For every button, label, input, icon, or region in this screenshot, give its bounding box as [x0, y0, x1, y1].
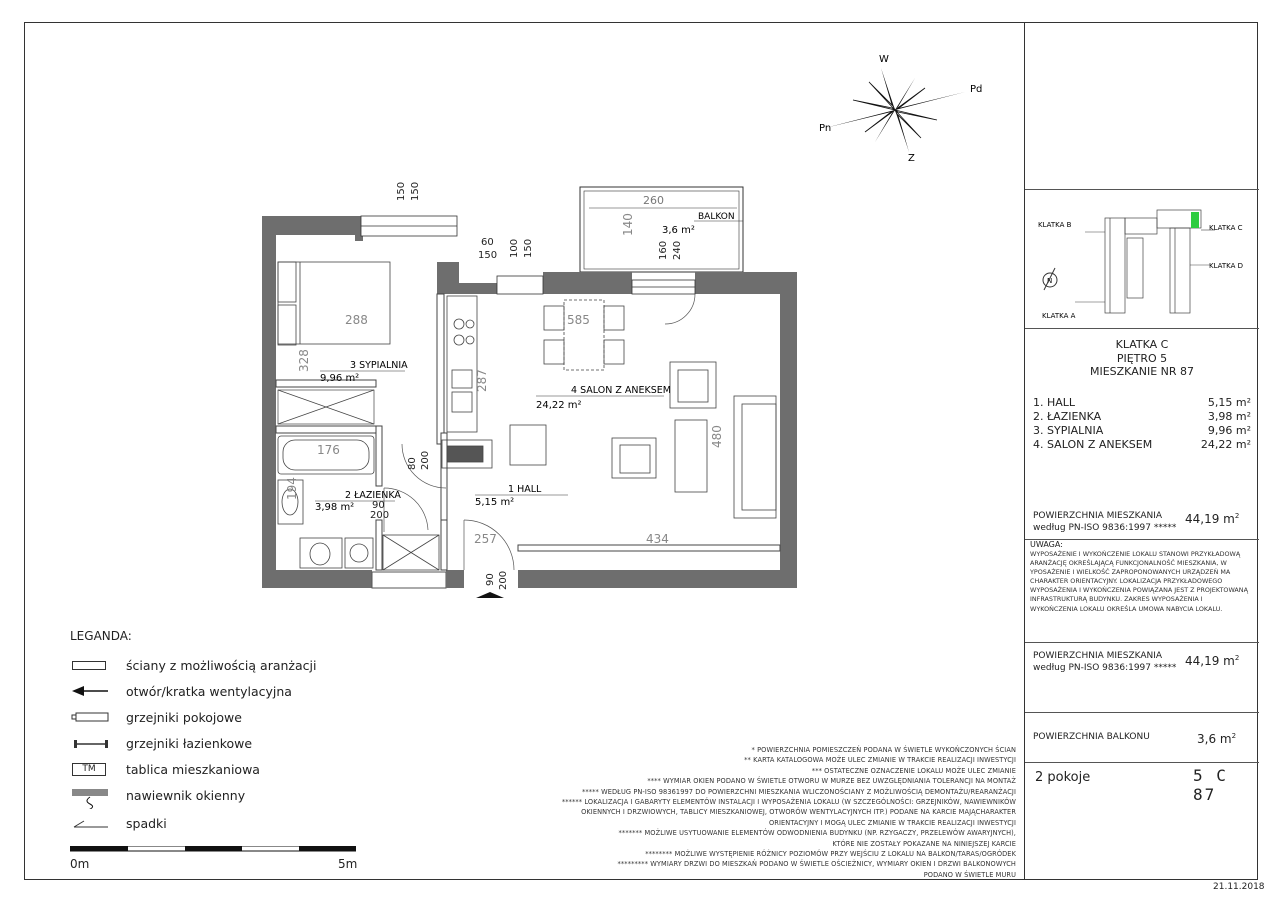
- compass-w: W: [879, 54, 889, 65]
- compass-pn: Pn: [819, 123, 832, 134]
- room-1-label: 1 HALL: [508, 484, 542, 495]
- legend-item: grzejniki pokojowe: [70, 706, 242, 728]
- ventilation-arrow-icon: [70, 683, 112, 699]
- entrance-arrow: [476, 592, 504, 598]
- dim-150d: 150: [523, 238, 534, 258]
- dim-90b: 90: [485, 573, 496, 586]
- dim-160: 160: [658, 240, 669, 260]
- dim-328: 328: [297, 349, 311, 372]
- klatka-d-label: KLATKA D: [1209, 262, 1244, 270]
- date: 21.11.2018: [1213, 882, 1265, 892]
- dim-288: 288: [345, 313, 368, 327]
- mieszkanie-text: MIESZKANIE NR 87: [1089, 365, 1195, 378]
- scale-bar: [70, 846, 356, 854]
- tm-symbol: TM: [70, 761, 112, 777]
- balkon-area: 3,6 m²: [662, 225, 695, 236]
- dim-150c: 150: [478, 250, 498, 261]
- north-label: N: [1047, 277, 1053, 285]
- bathroom-fixtures: [278, 436, 439, 570]
- compass-z: Z: [908, 153, 915, 164]
- legend-title: LEGANDA:: [70, 629, 132, 643]
- uwaga-title: UWAGA:: [1030, 540, 1063, 549]
- klatka-text: KLATKA C: [1115, 338, 1169, 351]
- highlight-klatka-c: [1191, 212, 1199, 228]
- room-row: 2. ŁAZIENKA 3,98 m²: [1033, 410, 1251, 423]
- legend-item: otwór/kratka wentylacyjna: [70, 680, 292, 702]
- dining-table: [544, 300, 624, 370]
- area-1-label-2: według PN-ISO 9836:1997 *****: [1033, 523, 1177, 533]
- dim-90a: 90: [372, 500, 385, 511]
- dim-200a: 200: [420, 450, 431, 470]
- dim-240: 240: [672, 240, 683, 260]
- room-2-label: 2 ŁAZIENKA: [345, 490, 401, 501]
- dim-480: 480: [710, 425, 724, 448]
- area-2-label-2: według PN-ISO 9836:1997 *****: [1033, 663, 1177, 673]
- dim-100: 100: [509, 238, 520, 258]
- dim-200c: 200: [498, 570, 509, 590]
- dim-257: 257: [474, 532, 497, 546]
- pietro-text: PIĘTRO 5: [1116, 351, 1168, 365]
- legend-item: grzejniki łazienkowe: [70, 732, 252, 754]
- uwaga-text: WYPOSAŻENIE I WYKOŃCZENIE LOKALU STANOWI PRZYKŁADOWĄ ARANŻACJĘ OKREŚLAJĄCĄ FUNKCJONALNOŚĆ MIESZKANIA, W YPOSAŻENIE I WIELKOŚĆ ZAPROPONOWANYCH URZĄDZEŃ MA CHARAKTER ORIENTACYJNY. LOKALIZACJA PRZYKŁADOWEGO WYPOSAŻENIA I WYKOŃCZENIA POWIĄZANA JEST Z PROJEKTOWANĄ INFRASTRUKTURĄ BUDYNKU. ZAKRES WYPOSAŻENIA I WYKOŃCZENIA LOKALU OKREŚLA UMOWA NABYCIA LOKALU.: [1030, 550, 1248, 613]
- compass-rose: [825, 68, 965, 152]
- room-3-label: 3 SYPIALNIA: [350, 360, 408, 371]
- area-2-label-1: POWIERZCHNIA MIESZKANIA: [1033, 651, 1163, 661]
- summary-code: 5 C 87: [1193, 766, 1228, 804]
- key-plan: [1025, 190, 1259, 327]
- side-panel: [1024, 22, 1258, 880]
- bathroom-radiator-icon: [70, 735, 112, 751]
- area-1-label-1: POWIERZCHNIA MIESZKANIA: [1033, 511, 1163, 521]
- balkon-name: BALKON: [698, 212, 735, 222]
- wall-symbol: [70, 657, 112, 673]
- dim-140: 140: [621, 213, 635, 236]
- dim-176: 176: [317, 443, 340, 457]
- footnotes: * POWIERZCHNIA POMIESZCZEŃ PODANA W ŚWIETLE WYKOŃCZONYCH ŚCIAN ** KARTA KATALOGOWA MOŻE ULEC ZMIANIE W TRAKCIE REALIZACJI INWESTYCJI *** OSTATECZNE OZNACZENIE LOKALU MOŻE ULEC ZMIANIE **** WYMIAR OKIEN PODANO W ŚWIETLE OTWORU W MURZE BEZ UWZGLĘDNIANIA TOLERANCJI NA MONTAŻ ***** WEDŁUG PN-ISO 98361997 DO POWIERZCHNI MIESZKANIA WLICZONOŚCIANY Z MOŻLIWOŚCIĄ DEMONTAŻU/REARANŻACJI ****** LOKALIZACJA I GABARYTY ELEMENTÓW INSTALACJI I WYPOSAŻENIA LOKALU (W SZCZEGÓLNOŚCI: GRZEJNIKÓW, NAWIEWNIKÓW OKIENNYCH I DRZWIOWYCH, TABLICY MIESZKANIOWEJ, OTWORÓW WENTYLACYJNYCH ITP.) PODANE NA KARCIE MAJĄCHARAKTER ORIENTACYJNY I MOGĄ ULEC ZMIANIE W TRAKCIE REALIZACJI INWESTYCJI ******* MOŻLIWE USYTUOWANIE ELEMENTÓW ODWODNIENIA BUDYNKU (NP. RZYGACZY, PRZELEWÓW AWARYJNYCH), KTÓRE NIE ZOSTAŁY POKAZANE NA NINIEJSZEJ KARCIE ******** MOŻLIWE WYSTĘPIENIE RÓŻNICY POZIOMÓW PRZY WEJŚCIU Z LOKALU NA BALKON/TARAS/OGRÓDEK ********* WYMIARY DRZWI DO MIESZKAŃ PODANO W ŚWIETLE OŚCIEŻNICY, WYMIARY OKIEN I DRZWI BALKONOWYCH PODANO W ŚWIETLE MURU: [561, 746, 1016, 879]
- legend-item: ściany z możliwością aranżacji: [70, 654, 316, 676]
- slope-icon: [70, 815, 112, 831]
- dim-200b: 200: [370, 510, 390, 521]
- room-2-area: 3,98 m²: [315, 502, 355, 513]
- balcony-area-label: POWIERZCHNIA BALKONU: [1033, 732, 1150, 742]
- summary-rooms: 2 pokoje: [1035, 770, 1091, 785]
- dim-194: 194: [285, 477, 299, 500]
- dim-434: 434: [646, 532, 669, 546]
- balcony-area-value: 3,6 $m^2$: [1197, 732, 1237, 746]
- room-4-area: 24,22 m²: [536, 400, 582, 411]
- scale-end: 5m: [338, 857, 358, 871]
- dim-260: 260: [643, 194, 664, 207]
- room-row: 3. SYPIALNIA 9,96 m²: [1033, 424, 1251, 437]
- radiator-icon: [70, 709, 112, 725]
- dim-287: 287: [475, 369, 489, 392]
- wardrobe: [278, 390, 374, 424]
- room-3-area: 9,96 m²: [320, 373, 360, 384]
- rooms-table: [1033, 396, 1251, 452]
- bed: [278, 262, 390, 345]
- legend-item: nawiewnik okienny: [70, 784, 245, 806]
- trickle-vent-icon: [70, 787, 112, 803]
- doors: [384, 294, 695, 570]
- dim-80: 80: [407, 457, 418, 470]
- kitchen: [442, 296, 546, 468]
- legend-item: spadki: [70, 812, 167, 834]
- legend-item: TM tablica mieszkaniowa: [70, 758, 260, 780]
- room-row: 4. SALON Z ANEKSEM 24,22 m²: [1033, 438, 1251, 451]
- klatka-b-label: KLATKA B: [1038, 221, 1072, 229]
- dim-585: 585: [567, 313, 590, 327]
- klatka-a-label: KLATKA A: [1042, 312, 1076, 320]
- room-row: 1. HALL 5,15 m²: [1033, 396, 1251, 409]
- scale-start: 0m: [70, 857, 90, 871]
- area-2-value: 44,19 $m^2$: [1185, 654, 1240, 668]
- dim-150b: 150: [410, 181, 421, 201]
- klatka-c-label: KLATKA C: [1209, 224, 1243, 232]
- dim-60: 60: [481, 237, 494, 248]
- area-1-value: 44,19 $m^2$: [1185, 512, 1240, 526]
- interior-walls: [276, 294, 780, 570]
- compass-pd: Pd: [970, 84, 983, 95]
- dim-150a: 150: [396, 181, 407, 201]
- room-1-area: 5,15 m²: [475, 497, 515, 508]
- room-4-label: 4 SALON Z ANEKSEM: [571, 385, 671, 396]
